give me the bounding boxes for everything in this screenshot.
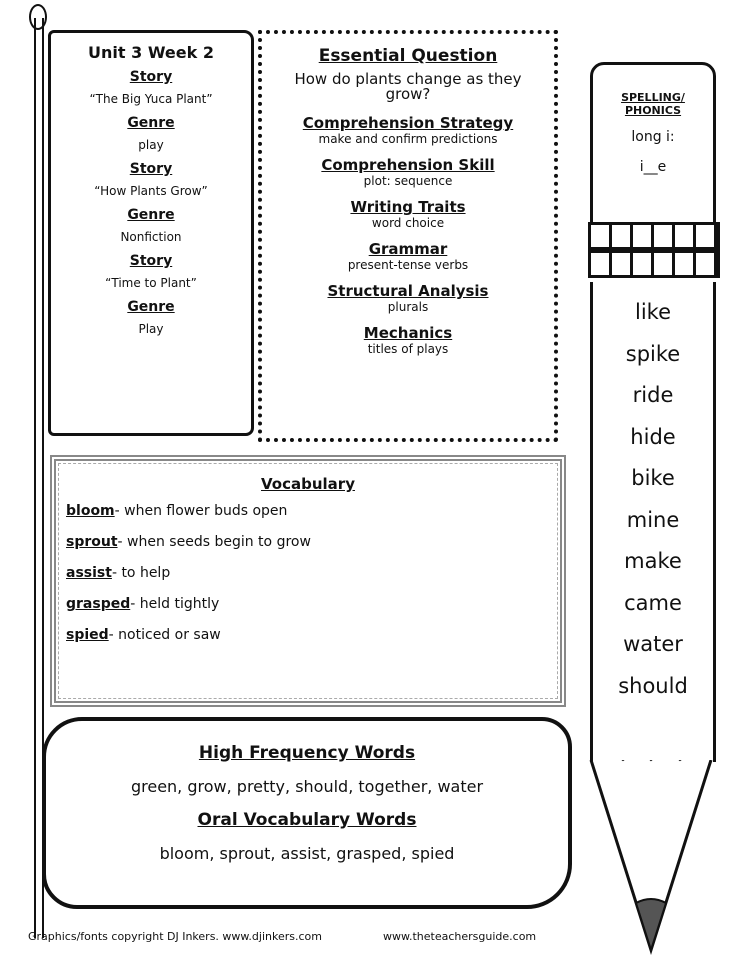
essential-heading: Structural Analysis bbox=[327, 282, 489, 300]
oral-vocab-title: Oral Vocabulary Words bbox=[197, 810, 417, 830]
vocabulary-item bbox=[66, 596, 560, 627]
essential-value: word choice bbox=[371, 216, 445, 230]
hfw-title: High Frequency Words bbox=[198, 743, 416, 763]
unit-title: Unit 3 Week 2 bbox=[88, 43, 214, 62]
essential-value: make and confirm predictions bbox=[318, 132, 498, 146]
unit-value: “How Plants Grow” bbox=[94, 184, 208, 198]
spelling-word: mine bbox=[626, 507, 680, 532]
spelling-word: water bbox=[623, 632, 683, 656]
vocabulary-word: spied bbox=[66, 627, 109, 643]
spelling-word: bike bbox=[631, 466, 675, 490]
vocabulary-item bbox=[66, 534, 560, 565]
unit-heading: Story bbox=[129, 69, 173, 85]
spelling-pattern: long i: bbox=[631, 129, 675, 145]
spelling-pencil-label bbox=[590, 62, 716, 226]
hfw-words: green, grow, pretty, should, together, water bbox=[130, 777, 484, 796]
essential-heading: Writing Traits bbox=[350, 198, 466, 216]
essential-value: titles of plays bbox=[367, 342, 449, 356]
pencil-band bbox=[588, 250, 720, 278]
spelling-word: make bbox=[624, 549, 682, 573]
spelling-word: like bbox=[634, 300, 671, 324]
essential-value: present-tense verbs bbox=[347, 258, 469, 272]
phonics-title: PHONICS bbox=[624, 104, 682, 117]
vocabulary-panel bbox=[50, 455, 566, 707]
spelling-word: ride bbox=[632, 383, 674, 407]
unit-heading: Genre bbox=[127, 207, 175, 223]
vocabulary-item bbox=[66, 503, 560, 534]
unit-heading: Genre bbox=[127, 299, 175, 315]
footer-copyright: Graphics/fonts copyright DJ Inkers. www.djinkers.com bbox=[28, 930, 322, 943]
spelling-pattern-example: i__e bbox=[639, 159, 667, 175]
vocabulary-item bbox=[66, 627, 560, 658]
essential-heading: Comprehension Skill bbox=[321, 156, 495, 174]
spelling-word: should bbox=[618, 673, 688, 698]
pencil-body bbox=[590, 282, 716, 762]
pencil-band bbox=[588, 222, 720, 250]
essential-value: plurals bbox=[387, 300, 429, 314]
unit-value: “The Big Yuca Plant” bbox=[89, 92, 213, 106]
spelling-word: spike bbox=[625, 341, 681, 366]
spelling-title: SPELLING/ bbox=[621, 91, 685, 104]
unit-value: play bbox=[138, 138, 164, 152]
unit-value: “Time to Plant” bbox=[105, 276, 197, 290]
essential-value: plot: sequence bbox=[363, 174, 453, 188]
vocabulary-item bbox=[66, 565, 560, 596]
high-frequency-panel bbox=[42, 717, 572, 909]
vocabulary-word: grasped bbox=[66, 596, 131, 612]
essential-heading: Comprehension Strategy bbox=[302, 114, 514, 132]
unit-value: Play bbox=[138, 322, 164, 336]
oral-vocab-words: bloom, sprout, assist, grasped, spied bbox=[159, 844, 455, 863]
unit-value: Nonfiction bbox=[120, 230, 182, 244]
vocabulary-definition: - when flower buds open bbox=[114, 503, 288, 519]
vocabulary-definition: - noticed or saw bbox=[108, 627, 221, 643]
footer-website: www.theteachersguide.com bbox=[383, 930, 537, 943]
essential-heading: Mechanics bbox=[363, 324, 453, 342]
essential-question-panel bbox=[258, 30, 558, 442]
essential-title: Essential Question bbox=[318, 46, 498, 66]
vocabulary-word: sprout bbox=[66, 534, 118, 550]
unit-flag-panel bbox=[48, 30, 254, 436]
spelling-word: hide bbox=[630, 424, 676, 449]
unit-heading: Story bbox=[129, 161, 173, 177]
vocabulary-word: bloom bbox=[66, 503, 115, 519]
vocabulary-word: assist bbox=[66, 565, 112, 581]
vocabulary-title: Vocabulary bbox=[261, 475, 355, 493]
vocabulary-definition: - held tightly bbox=[130, 596, 220, 612]
unit-heading: Genre bbox=[127, 115, 175, 131]
spelling-word: came bbox=[624, 590, 682, 615]
essential-question: How do plants change as they grow? bbox=[294, 70, 522, 103]
essential-heading: Grammar bbox=[368, 240, 448, 258]
unit-heading: Story bbox=[129, 253, 173, 269]
pencil-tip-icon bbox=[588, 760, 714, 960]
vocabulary-definition: - when seeds begin to grow bbox=[117, 534, 311, 550]
vocabulary-definition: - to help bbox=[111, 565, 171, 581]
